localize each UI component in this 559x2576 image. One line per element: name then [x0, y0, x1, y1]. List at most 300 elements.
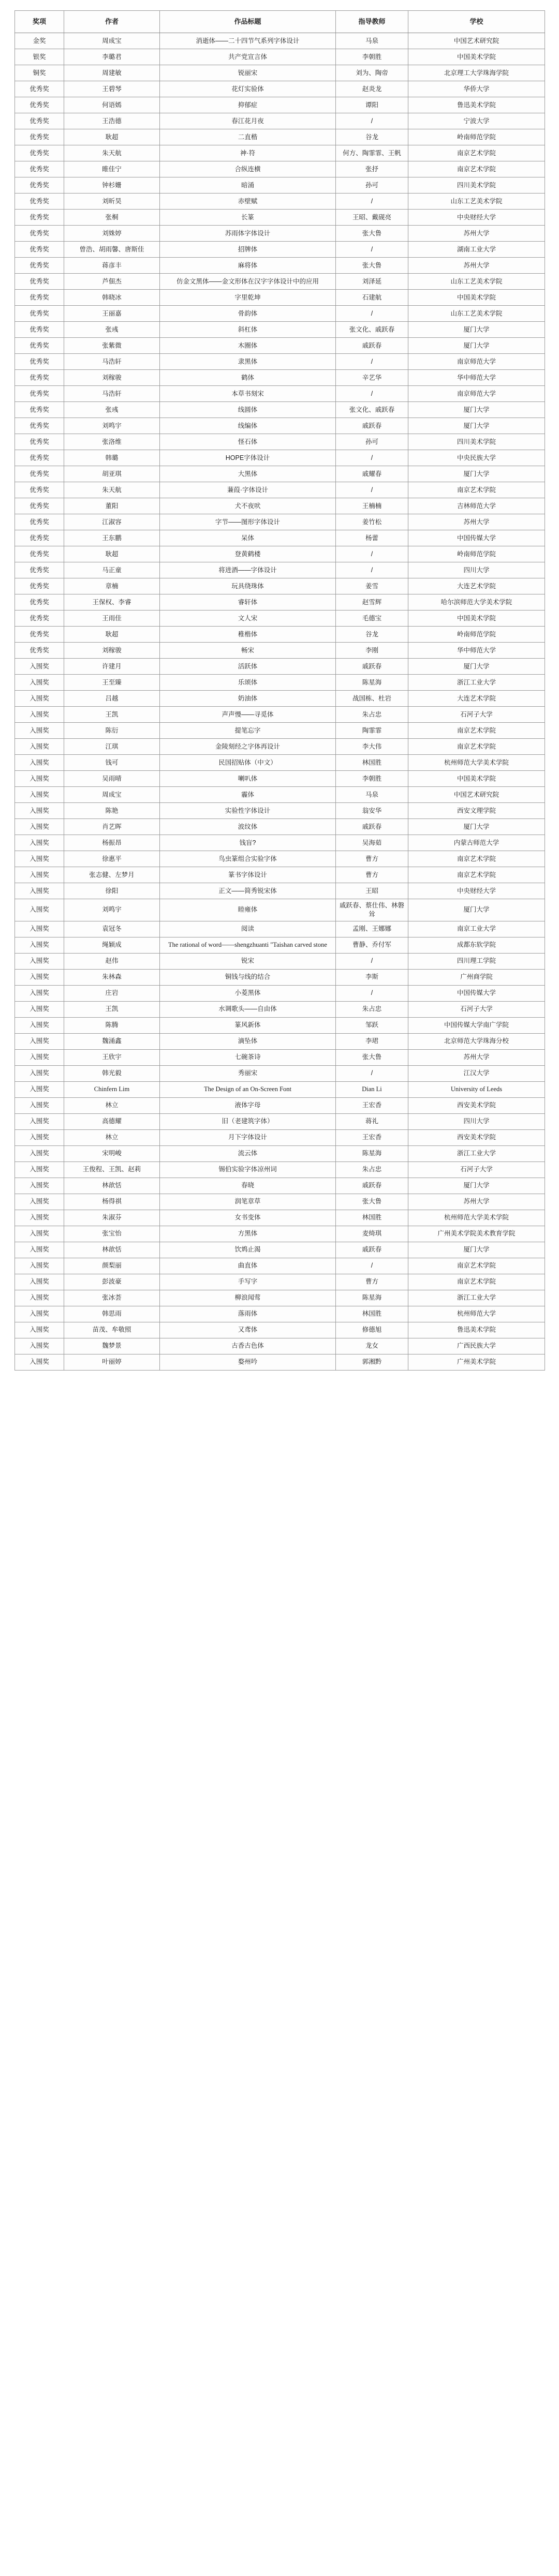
- cell-school: 南京师范大学: [408, 386, 545, 402]
- cell-award: 入围奖: [15, 1194, 64, 1210]
- cell-teacher: 孙可: [336, 434, 408, 450]
- cell-award: 入围奖: [15, 707, 64, 723]
- cell-title: 水调歌头——自由体: [160, 1001, 336, 1017]
- table-row: [15, 867, 545, 883]
- table-row: [15, 562, 545, 578]
- cell-award: 入围奖: [15, 867, 64, 883]
- table-row: [15, 851, 545, 867]
- cell-teacher: 张大鲁: [336, 1194, 408, 1210]
- cell-award: 优秀奖: [15, 354, 64, 370]
- table-row: [15, 723, 545, 739]
- table-row: [15, 787, 545, 803]
- cell-author: 李璐君: [64, 49, 160, 65]
- cell-teacher: /: [336, 953, 408, 969]
- cell-award: 金奖: [15, 33, 64, 49]
- cell-award: 入围奖: [15, 803, 64, 819]
- cell-teacher: 王宏香: [336, 1129, 408, 1145]
- table-row: [15, 1178, 545, 1194]
- cell-award: 入围奖: [15, 1129, 64, 1145]
- cell-school: 北京师范大学珠海分校: [408, 1033, 545, 1049]
- cell-title: 滴坠体: [160, 1033, 336, 1049]
- table-row: [15, 1274, 545, 1290]
- table-row: [15, 530, 545, 546]
- cell-award: 入围奖: [15, 1274, 64, 1290]
- cell-award: 优秀奖: [15, 434, 64, 450]
- column-header-school: 学校: [408, 11, 545, 33]
- cell-author: 朱淑芬: [64, 1210, 160, 1226]
- cell-school: 鲁迅美术学院: [408, 97, 545, 113]
- cell-author: 耿超: [64, 546, 160, 562]
- cell-award: 优秀奖: [15, 81, 64, 97]
- cell-school: 南京艺术学院: [408, 482, 545, 498]
- table-row: [15, 113, 545, 129]
- cell-title: 方黑体: [160, 1226, 336, 1242]
- cell-teacher: 李朝胜: [336, 771, 408, 787]
- table-row: [15, 953, 545, 969]
- cell-teacher: 孙可: [336, 177, 408, 193]
- cell-teacher: 陈星海: [336, 1290, 408, 1306]
- cell-author: 张紫微: [64, 338, 160, 354]
- table-row: [15, 1113, 545, 1129]
- table-row: [15, 193, 545, 210]
- cell-author: 曾浩、胡雨馨、唐斯佳: [64, 242, 160, 258]
- cell-award: 入围奖: [15, 1354, 64, 1370]
- cell-teacher: 杨蕾: [336, 530, 408, 546]
- cell-teacher: /: [336, 482, 408, 498]
- cell-award: 入围奖: [15, 1065, 64, 1081]
- cell-author: 杨振昂: [64, 835, 160, 851]
- cell-author: 睢佳宁: [64, 161, 160, 177]
- cell-title: 斜杠体: [160, 322, 336, 338]
- table-row: [15, 739, 545, 755]
- cell-teacher: 戚跃春: [336, 1242, 408, 1258]
- cell-award: 入围奖: [15, 739, 64, 755]
- cell-award: 优秀奖: [15, 274, 64, 290]
- cell-title: 女书变体: [160, 1210, 336, 1226]
- cell-teacher: 曹方: [336, 1274, 408, 1290]
- cell-author: 彭波豪: [64, 1274, 160, 1290]
- cell-school: 南京艺术学院: [408, 1258, 545, 1274]
- cell-title: 字节——图形字体设计: [160, 514, 336, 530]
- cell-author: 胡亚琪: [64, 466, 160, 482]
- cell-author: 林歆恬: [64, 1178, 160, 1194]
- cell-school: 南京艺术学院: [408, 145, 545, 161]
- cell-title: 润笔章草: [160, 1194, 336, 1210]
- cell-author: 王俊程、王凯、赵莉: [64, 1162, 160, 1178]
- cell-author: 袁冠冬: [64, 921, 160, 937]
- cell-award: 入围奖: [15, 1033, 64, 1049]
- cell-award: 入围奖: [15, 675, 64, 691]
- table-row: [15, 985, 545, 1001]
- table-row: [15, 514, 545, 530]
- cell-award: 入围奖: [15, 921, 64, 937]
- cell-award: 优秀奖: [15, 466, 64, 482]
- cell-school: 中国传媒大学: [408, 530, 545, 546]
- table-row: [15, 338, 545, 354]
- cell-award: 入围奖: [15, 723, 64, 739]
- cell-teacher: 朱占忠: [336, 707, 408, 723]
- table-row: [15, 498, 545, 514]
- cell-author: 马正童: [64, 562, 160, 578]
- cell-title: 流云体: [160, 1145, 336, 1162]
- cell-school: 四川理工学院: [408, 953, 545, 969]
- table-row: [15, 643, 545, 659]
- cell-teacher: /: [336, 306, 408, 322]
- cell-school: 南京工业大学: [408, 921, 545, 937]
- table-row: [15, 354, 545, 370]
- cell-award: 入围奖: [15, 953, 64, 969]
- cell-teacher: 戚跃春: [336, 659, 408, 675]
- cell-author: 宋明峻: [64, 1145, 160, 1162]
- cell-school: 南京艺术学院: [408, 723, 545, 739]
- cell-school: 苏州大学: [408, 514, 545, 530]
- cell-award: 优秀奖: [15, 129, 64, 145]
- table-row: [15, 1226, 545, 1242]
- table-row: [15, 899, 545, 921]
- cell-author: 肖艺晖: [64, 819, 160, 835]
- cell-author: 朱林森: [64, 969, 160, 985]
- cell-award: 入围奖: [15, 883, 64, 899]
- cell-school: 浙江工业大学: [408, 675, 545, 691]
- cell-author: 周成宝: [64, 787, 160, 803]
- cell-teacher: 戚耀春: [336, 466, 408, 482]
- cell-school: 中国传媒大学: [408, 985, 545, 1001]
- cell-teacher: 辛艺华: [336, 370, 408, 386]
- cell-school: 厦门大学: [408, 322, 545, 338]
- cell-teacher: 赵雪辉: [336, 594, 408, 611]
- cell-title: 合纵连横: [160, 161, 336, 177]
- table-row: [15, 1065, 545, 1081]
- cell-school: 岭南师范学院: [408, 129, 545, 145]
- cell-teacher: 曹方: [336, 851, 408, 867]
- cell-author: 刘鸣宇: [64, 899, 160, 921]
- cell-award: 入围奖: [15, 937, 64, 953]
- cell-author: 吕越: [64, 691, 160, 707]
- cell-teacher: 陈星海: [336, 1145, 408, 1162]
- cell-title: The rational of word——shengzhuanti "Taishan carved stone: [160, 937, 336, 953]
- cell-title: 暗涌: [160, 177, 336, 193]
- cell-author: 何语嫣: [64, 97, 160, 113]
- cell-teacher: /: [336, 1258, 408, 1274]
- cell-title: 隶黑体: [160, 354, 336, 370]
- cell-author: 陈艳: [64, 803, 160, 819]
- cell-title: The Design of an On-Screen Font: [160, 1081, 336, 1097]
- award-results-table: [14, 10, 545, 1371]
- cell-award: 优秀奖: [15, 482, 64, 498]
- cell-title: 大黑体: [160, 466, 336, 482]
- cell-teacher: 戚跃春: [336, 819, 408, 835]
- cell-title: 实验性字体设计: [160, 803, 336, 819]
- cell-title: 麻将体: [160, 258, 336, 274]
- cell-teacher: 林国胜: [336, 1306, 408, 1322]
- cell-title: 喇叭体: [160, 771, 336, 787]
- table-row: [15, 675, 545, 691]
- cell-school: 南京艺术学院: [408, 739, 545, 755]
- cell-school: 山东工艺美术学院: [408, 306, 545, 322]
- cell-title: 文人宋: [160, 611, 336, 627]
- cell-author: 张彧: [64, 322, 160, 338]
- cell-award: 入围奖: [15, 1306, 64, 1322]
- cell-award: 优秀奖: [15, 258, 64, 274]
- cell-school: University of Leeds: [408, 1081, 545, 1097]
- table-row: [15, 578, 545, 594]
- cell-award: 入围奖: [15, 1290, 64, 1306]
- cell-author: 钟杉姗: [64, 177, 160, 193]
- column-header-author: 作者: [64, 11, 160, 33]
- table-row: [15, 434, 545, 450]
- cell-author: 张宝怡: [64, 1226, 160, 1242]
- cell-award: 入围奖: [15, 1097, 64, 1113]
- cell-teacher: 陶霏霏: [336, 723, 408, 739]
- cell-author: 绳颖成: [64, 937, 160, 953]
- cell-title: 招牌体: [160, 242, 336, 258]
- cell-title: 钱盲?: [160, 835, 336, 851]
- table-row: [15, 691, 545, 707]
- cell-award: 优秀奖: [15, 161, 64, 177]
- cell-teacher: 邹跃: [336, 1017, 408, 1033]
- cell-teacher: 李大伟: [336, 739, 408, 755]
- cell-author: 江淑容: [64, 514, 160, 530]
- table-row: [15, 145, 545, 161]
- cell-teacher: 李刚: [336, 643, 408, 659]
- cell-school: 杭州师范大学美术学院: [408, 755, 545, 771]
- cell-author: 王欣宇: [64, 1049, 160, 1065]
- table-row: [15, 370, 545, 386]
- cell-school: 鲁迅美术学院: [408, 1322, 545, 1338]
- cell-award: 入围奖: [15, 985, 64, 1001]
- cell-title: 抑郁症: [160, 97, 336, 113]
- table-row: [15, 659, 545, 675]
- table-row: [15, 1338, 545, 1354]
- cell-teacher: 郭湘黔: [336, 1354, 408, 1370]
- cell-title: 婺州吟: [160, 1354, 336, 1370]
- cell-teacher: 陈星海: [336, 675, 408, 691]
- cell-award: 入围奖: [15, 851, 64, 867]
- cell-school: 山东工艺美术学院: [408, 193, 545, 210]
- cell-award: 入围奖: [15, 1001, 64, 1017]
- table-row: [15, 65, 545, 81]
- cell-teacher: 张文化、戚跃春: [336, 322, 408, 338]
- cell-award: 优秀奖: [15, 418, 64, 434]
- table-row: [15, 835, 545, 851]
- cell-title: 锐丽宋: [160, 65, 336, 81]
- cell-title: 七碗茶诗: [160, 1049, 336, 1065]
- cell-teacher: 姜雪: [336, 578, 408, 594]
- cell-school: 厦门大学: [408, 418, 545, 434]
- cell-author: 王浩德: [64, 113, 160, 129]
- cell-author: 章楠: [64, 578, 160, 594]
- cell-title: 稚楷体: [160, 627, 336, 643]
- cell-school: 华侨大学: [408, 81, 545, 97]
- cell-author: 王雨佳: [64, 611, 160, 627]
- cell-title: 月下字体设计: [160, 1129, 336, 1145]
- table-row: [15, 49, 545, 65]
- cell-title: 民国招贴体（中文）: [160, 755, 336, 771]
- column-header-teacher: 指导教师: [336, 11, 408, 33]
- table-row: [15, 627, 545, 643]
- cell-author: 韩璐: [64, 450, 160, 466]
- cell-award: 入围奖: [15, 1210, 64, 1226]
- cell-school: 苏州大学: [408, 1194, 545, 1210]
- table-row: [15, 921, 545, 937]
- table-row: [15, 402, 545, 418]
- cell-teacher: /: [336, 193, 408, 210]
- cell-title: 提笔忘字: [160, 723, 336, 739]
- table-row: [15, 210, 545, 226]
- cell-teacher: 李斯: [336, 969, 408, 985]
- table-row: [15, 1049, 545, 1065]
- cell-author: 庄岩: [64, 985, 160, 1001]
- table-row: [15, 81, 545, 97]
- cell-award: 入围奖: [15, 1258, 64, 1274]
- cell-school: 广州美术学院: [408, 1354, 545, 1370]
- cell-author: 耿超: [64, 129, 160, 145]
- cell-award: 入围奖: [15, 835, 64, 851]
- cell-award: 优秀奖: [15, 113, 64, 129]
- table-row: [15, 290, 545, 306]
- cell-award: 入围奖: [15, 1145, 64, 1162]
- cell-title: 蒹葭·字体设计: [160, 482, 336, 498]
- table-row: [15, 226, 545, 242]
- cell-title: 呆体: [160, 530, 336, 546]
- cell-teacher: 曹方: [336, 867, 408, 883]
- cell-title: 木圈体: [160, 338, 336, 354]
- cell-teacher: 张文化、戚跃春: [336, 402, 408, 418]
- cell-teacher: 戚跃春: [336, 338, 408, 354]
- cell-title: 篆书字体设计: [160, 867, 336, 883]
- cell-award: 优秀奖: [15, 530, 64, 546]
- cell-school: 岭南师范学院: [408, 627, 545, 643]
- cell-school: 中国传媒大学南广学院: [408, 1017, 545, 1033]
- cell-teacher: 战国栋、杜岩: [336, 691, 408, 707]
- cell-school: 西安美术学院: [408, 1129, 545, 1145]
- cell-award: 入围奖: [15, 1113, 64, 1129]
- cell-author: 张彧: [64, 402, 160, 418]
- cell-school: 成都东软学院: [408, 937, 545, 953]
- cell-author: 苗茂、牟敬照: [64, 1322, 160, 1338]
- cell-award: 优秀奖: [15, 177, 64, 193]
- cell-school: 广州美术学院美术教育学院: [408, 1226, 545, 1242]
- cell-title: 声声慢——寻觅体: [160, 707, 336, 723]
- cell-award: 优秀奖: [15, 193, 64, 210]
- cell-author: 王碧琴: [64, 81, 160, 97]
- cell-award: 优秀奖: [15, 226, 64, 242]
- cell-award: 优秀奖: [15, 594, 64, 611]
- cell-award: 入围奖: [15, 1242, 64, 1258]
- table-row: [15, 242, 545, 258]
- cell-title: 玩具绕珠体: [160, 578, 336, 594]
- cell-school: 南京艺术学院: [408, 867, 545, 883]
- cell-title: 落雨体: [160, 1306, 336, 1322]
- cell-title: 鹤体: [160, 370, 336, 386]
- table-header-row: [15, 11, 545, 33]
- cell-school: 广西民族大学: [408, 1338, 545, 1354]
- cell-title: 骨韵体: [160, 306, 336, 322]
- cell-teacher: 谷龙: [336, 129, 408, 145]
- cell-title: 液体字母: [160, 1097, 336, 1113]
- cell-author: 董阳: [64, 498, 160, 514]
- cell-teacher: 王楠楠: [336, 498, 408, 514]
- cell-title: 奶油体: [160, 691, 336, 707]
- cell-school: 南京师范大学: [408, 354, 545, 370]
- table-row: [15, 1290, 545, 1306]
- cell-title: 手写字: [160, 1274, 336, 1290]
- table-row: [15, 1354, 545, 1370]
- cell-award: 优秀奖: [15, 611, 64, 627]
- cell-school: 中国美术学院: [408, 49, 545, 65]
- table-row: [15, 1242, 545, 1258]
- cell-title: 古香古色体: [160, 1338, 336, 1354]
- table-row: [15, 1033, 545, 1049]
- cell-title: 小菱黑体: [160, 985, 336, 1001]
- cell-teacher: 戚跃春: [336, 1178, 408, 1194]
- cell-title: 睦雍体: [160, 899, 336, 921]
- cell-award: 优秀奖: [15, 210, 64, 226]
- table-row: [15, 322, 545, 338]
- cell-school: 湖南工业大学: [408, 242, 545, 258]
- cell-award: 银奖: [15, 49, 64, 65]
- cell-title: 曲直体: [160, 1258, 336, 1274]
- cell-teacher: 石建航: [336, 290, 408, 306]
- table-row: [15, 33, 545, 49]
- cell-teacher: /: [336, 985, 408, 1001]
- cell-award: 优秀奖: [15, 306, 64, 322]
- cell-teacher: 张大鲁: [336, 226, 408, 242]
- cell-school: 厦门大学: [408, 819, 545, 835]
- table-row: [15, 418, 545, 434]
- cell-author: 赵伟: [64, 953, 160, 969]
- cell-award: 优秀奖: [15, 578, 64, 594]
- cell-author: 周建敏: [64, 65, 160, 81]
- cell-title: 将进酒——字体设计: [160, 562, 336, 578]
- cell-author: 刘昕昊: [64, 193, 160, 210]
- cell-author: 高德耀: [64, 1113, 160, 1129]
- cell-school: 大连艺术学院: [408, 578, 545, 594]
- cell-award: 入围奖: [15, 819, 64, 835]
- cell-title: 春晓: [160, 1178, 336, 1194]
- cell-award: 优秀奖: [15, 546, 64, 562]
- cell-school: 杭州师范大学美术学院: [408, 1210, 545, 1226]
- cell-title: 长篆: [160, 210, 336, 226]
- cell-award: 优秀奖: [15, 97, 64, 113]
- cell-title: 金陵刻经之字体再设计: [160, 739, 336, 755]
- table-row: [15, 129, 545, 145]
- cell-title: 波纹体: [160, 819, 336, 835]
- cell-author: 颜梨丽: [64, 1258, 160, 1274]
- cell-teacher: 吴海茹: [336, 835, 408, 851]
- cell-title: 神·符: [160, 145, 336, 161]
- cell-school: 四川美术学院: [408, 434, 545, 450]
- cell-award: 优秀奖: [15, 370, 64, 386]
- cell-author: 林歆恬: [64, 1242, 160, 1258]
- cell-title: 饮鸩止渴: [160, 1242, 336, 1258]
- cell-award: 入围奖: [15, 1322, 64, 1338]
- cell-teacher: /: [336, 386, 408, 402]
- cell-school: 中国美术学院: [408, 611, 545, 627]
- cell-teacher: 麦绮琪: [336, 1226, 408, 1242]
- cell-award: 入围奖: [15, 899, 64, 921]
- table-row: [15, 707, 545, 723]
- table-row: [15, 1210, 545, 1226]
- cell-author: 叶丽婷: [64, 1354, 160, 1370]
- cell-award: 入围奖: [15, 1162, 64, 1178]
- cell-author: 韩思雨: [64, 1306, 160, 1322]
- cell-author: 王保权、李睿: [64, 594, 160, 611]
- cell-teacher: 曹静、乔付军: [336, 937, 408, 953]
- table-row: [15, 969, 545, 985]
- cell-school: 中央财经大学: [408, 883, 545, 899]
- cell-title: 篆风新体: [160, 1017, 336, 1033]
